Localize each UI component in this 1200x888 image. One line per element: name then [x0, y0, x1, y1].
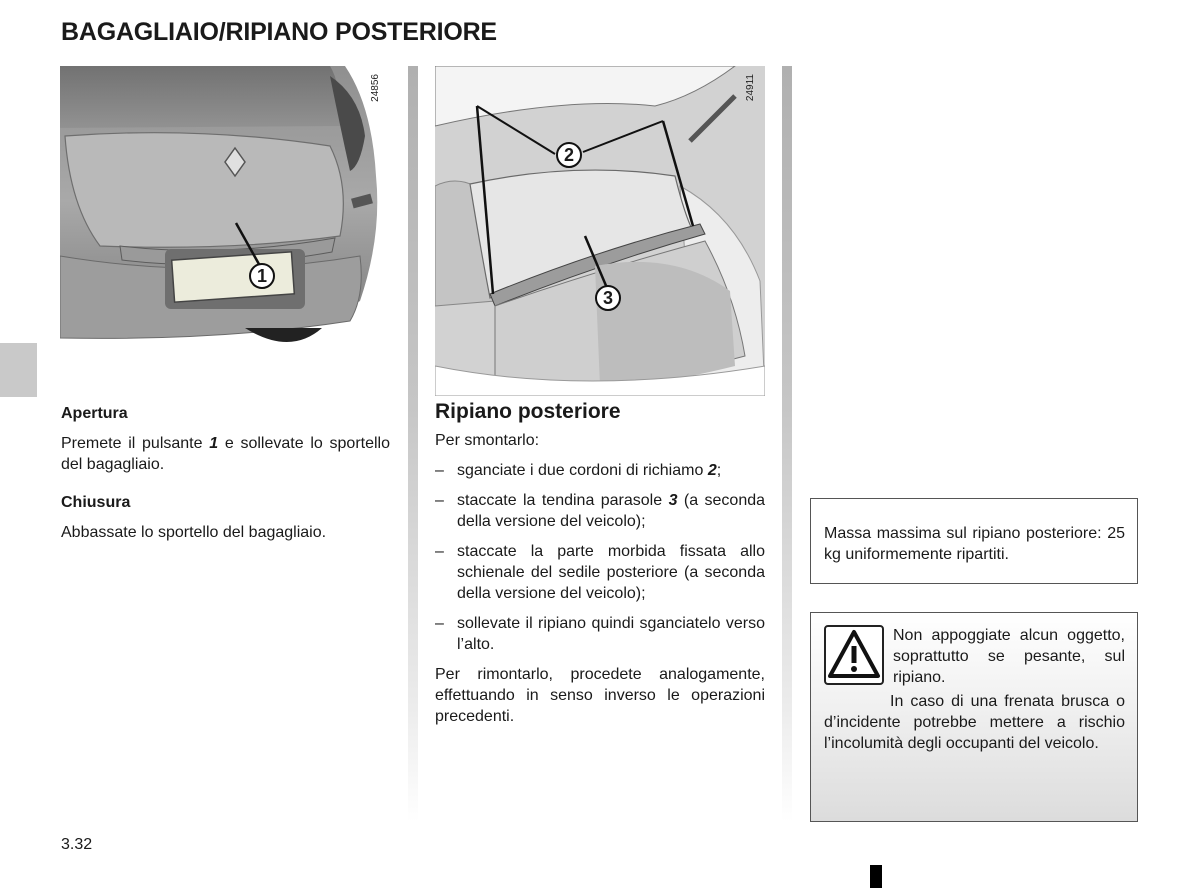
ripiano-outro: Per rimontarlo, procedete analogamente, effettuando in senso inverso le operazioni precedenti. [435, 666, 765, 725]
trunk-illustration [435, 66, 765, 396]
note-text: Massa massima sul ripiano posteriore: 25 kg uniformemente ripartiti. [824, 525, 1125, 563]
list-dash: – [435, 462, 444, 479]
apertura-ref: 1 [209, 435, 219, 452]
list-item-text: staccate la parte morbida fissata allo schienale del sedile posteriore (a seconda della versione del veicolo); [457, 543, 765, 602]
page-title: BAGAGLIAIO/RIPIANO POSTERIORE [61, 18, 497, 46]
figure-car-rear [60, 66, 389, 368]
figure-trunk-shelf [435, 66, 765, 396]
list-item-text: sollevate il ripiano quindi sganciatelo verso l’alto. [457, 615, 765, 653]
list-item-text: sganciate i due cordoni di richiamo [457, 462, 708, 479]
apertura-text-before: Premete il pulsante [61, 435, 210, 452]
list-item-ref: 3 [668, 492, 678, 509]
figure-code: 24856 [370, 74, 381, 102]
car-rear-illustration [60, 66, 389, 368]
note-box [810, 498, 1138, 584]
chiusura-heading: Chiusura [61, 494, 131, 511]
figure-code: 24911 [745, 74, 756, 102]
list-item-ref: 2 [707, 462, 717, 479]
warning-triangle-icon [824, 625, 884, 685]
column-divider-left [408, 66, 418, 822]
list-item-text-after: ; [716, 462, 722, 479]
page-number: 3.32 [61, 836, 93, 853]
chapter-tab [0, 343, 37, 397]
list-item [435, 490, 765, 532]
list-item [435, 460, 765, 481]
callout-1: 1 [249, 263, 275, 289]
apertura-paragraph [61, 433, 390, 475]
crop-mark [870, 865, 882, 888]
apertura-text-after: e sollevate lo sportello del bagagliaio. [61, 435, 390, 473]
warning-line-2: In caso di una frenata brusca o d’incidente potrebbe mettere a rischio l’incolumità degli occupanti del veicolo. [824, 693, 1125, 752]
warning-line-1: Non appoggiate alcun oggetto, soprattutto se pesante, sul ripiano. [893, 627, 1125, 686]
warning-box [810, 612, 1138, 822]
apertura-heading: Apertura [61, 405, 128, 422]
callout-3: 3 [595, 285, 621, 311]
ripiano-heading: Ripiano posteriore [435, 400, 621, 423]
list-dash: – [435, 543, 444, 560]
list-item-text: staccate la tendina parasole [457, 492, 669, 509]
ripiano-intro: Per smontarlo: [435, 432, 540, 449]
list-dash: – [435, 492, 444, 509]
callout-2: 2 [556, 142, 582, 168]
middle-column-text [435, 401, 765, 727]
left-column-text [61, 403, 390, 543]
column-divider-right [782, 66, 792, 822]
ripiano-steps-list [435, 460, 765, 655]
list-item-text-after: (a seconda della versione del veicolo); [457, 492, 766, 530]
chiusura-paragraph: Abbassate lo sportello del bagagliaio. [61, 524, 327, 541]
list-item [435, 541, 765, 604]
list-item [435, 613, 765, 655]
list-dash: – [435, 615, 444, 632]
